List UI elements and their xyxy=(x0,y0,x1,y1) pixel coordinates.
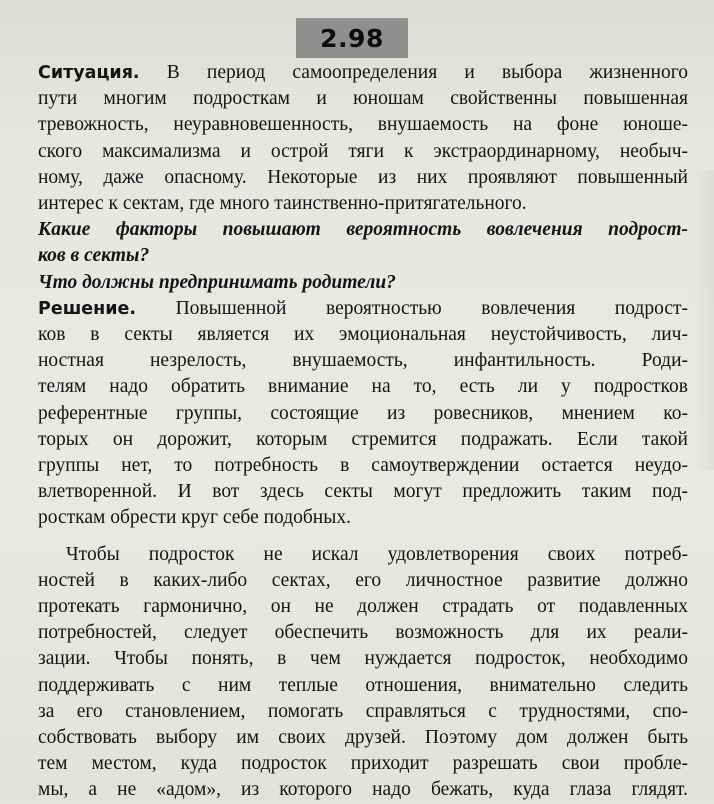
solution-line: ностей в каких-либо сектах, его личностное развитие должно xyxy=(38,569,688,591)
solution-paragraph-2 xyxy=(38,542,688,804)
solution-line: тем местом, куда подросток приходит разрешать свои пробле- xyxy=(38,753,688,775)
situation-line: ному, даже опасному. Некоторые из них проявляют повышенный xyxy=(38,166,688,188)
solution-line: Решение. Повышенной вероятностью вовлечения подрост- xyxy=(38,297,688,319)
situation-line: ского максимализма и острой тяги к экстраординарному, необыч- xyxy=(38,140,688,162)
page-body xyxy=(38,60,688,804)
solution-line: потребностей, следует обеспечить возможность для их реали- xyxy=(38,622,688,644)
solution-line: торых он дорожит, которым стремится подражать. Если такой xyxy=(38,428,688,450)
solution-line: телям надо обратить внимание на то, есть ли у подростков xyxy=(38,376,688,398)
task-number: 2.98 xyxy=(320,23,384,53)
question-line: Какие факторы повышают вероятность вовлечения подрост- xyxy=(38,219,688,241)
situation-line: тревожность, неуравновешенность, внушаемость на фоне юноше- xyxy=(38,114,688,136)
question-line: Что должны предпринимать родители? xyxy=(38,271,396,293)
page-shadow xyxy=(692,170,714,470)
solution-line: зации. Чтобы понять, в чем нуждается подросток, необходимо xyxy=(38,648,688,670)
solution-line: протекать гармонично, он не должен страдать от подавленных xyxy=(38,596,688,618)
solution-label: Решение. xyxy=(38,298,137,319)
solution-paragraph-1 xyxy=(38,296,688,532)
solution-line: росткам обрести круг себе подобных. xyxy=(38,507,351,529)
question-1 xyxy=(38,217,688,269)
question-line: ков в секты? xyxy=(38,245,150,267)
solution-line: ков в секты является их эмоциональная неустойчивость, лич- xyxy=(38,324,688,346)
solution-line: мы, а не «адом», из которого надо бежать, куда глаза глядят. xyxy=(38,779,688,801)
situation-paragraph xyxy=(38,60,688,217)
situation-label: Ситуация. xyxy=(38,63,140,83)
situation-line: пути многим подросткам и юношам свойственны повышенная xyxy=(38,88,688,110)
task-number-badge xyxy=(296,18,408,58)
question-2 xyxy=(38,270,688,296)
solution-line: поддерживать с ним теплые отношения, внимательно следить xyxy=(38,674,688,696)
solution-line: ностная незрелость, внушаемость, инфантильность. Роди- xyxy=(38,350,688,372)
solution-line: собствовать выбору им своих друзей. Поэтому дом должен быть xyxy=(38,727,688,749)
solution-line: референтные группы, состоящие из ровесников, мнением ко- xyxy=(38,402,688,424)
situation-line: интерес к сектам, где много таинственно-притягательного. xyxy=(38,193,527,215)
solution-line: влетворенной. И вот здесь секты могут предложить таким под- xyxy=(38,481,688,503)
solution-line: Чтобы подросток не искал удовлетворения своих потреб- xyxy=(66,543,688,565)
situation-line: Ситуация. В период самоопределения и выбора жизненного xyxy=(38,62,688,83)
solution-line: группы нет, то потребность в самоутверждении остается неудо- xyxy=(38,455,688,477)
solution-line: за его становлением, помогать справляться с трудностями, спо- xyxy=(38,700,688,722)
